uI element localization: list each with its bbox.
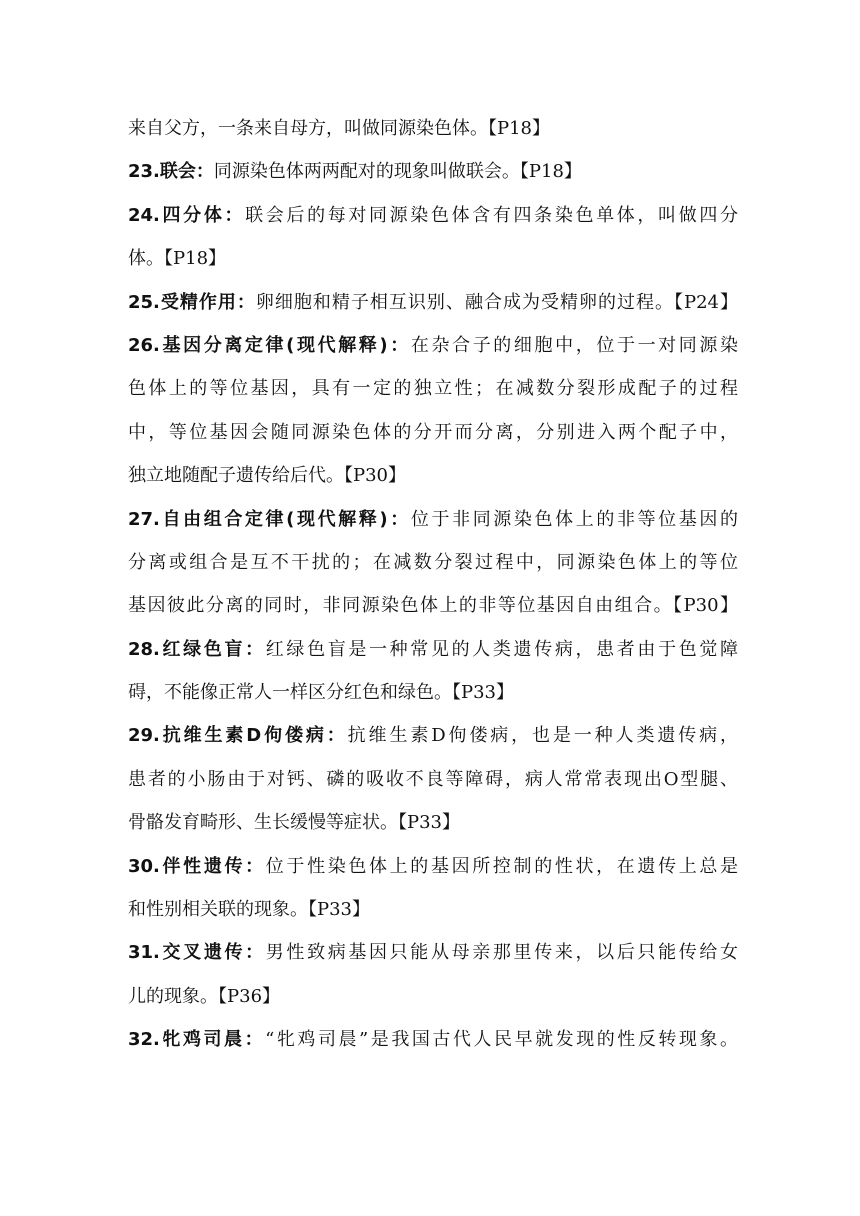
document-line xyxy=(128,194,738,237)
document-line xyxy=(128,1018,738,1061)
definition-text: 中，等位基因会随同源染色体的分开而分离，分别进入两个配子中， xyxy=(128,421,738,443)
definition-text: 同源染色体两两配对的现象叫做联会。【P18】 xyxy=(213,161,582,183)
term-heading: 29.抗维生素D佝偻病： xyxy=(128,725,348,747)
document-line xyxy=(128,714,738,757)
document-line xyxy=(128,498,738,541)
definition-text: 位于非同源染色体上的非等位基因的 xyxy=(410,508,739,530)
definition-text: 红绿色盲是一种常见的人类遗传病，患者由于色觉障 xyxy=(265,638,739,660)
term-heading: 30.伴性遗传： xyxy=(128,855,266,877)
definition-text: 卵细胞和精子相互识别、融合成为受精卵的过程。【P24】 xyxy=(255,291,738,313)
document-line xyxy=(128,628,738,671)
definition-text: 抗维生素D佝偻病，也是一种人类遗传病， xyxy=(347,725,739,747)
document-line xyxy=(128,237,738,280)
definition-text: 男性致病基因只能从母亲那里传来，以后只能传给女 xyxy=(265,942,739,964)
definition-text: 独立地随配子遗传给后代。【P30】 xyxy=(128,465,407,487)
definition-text: 联会后的每对同源染色体含有四条染色单体，叫做四分 xyxy=(245,204,738,226)
term-heading: 32.牝鸡司晨： xyxy=(128,1029,266,1051)
document-line xyxy=(128,324,738,367)
definition-text: 基因彼此分离的同时，非同源染色体上的非等位基因自由组合。【P30】 xyxy=(128,595,738,617)
term-heading: 27.自由组合定律(现代解释)： xyxy=(128,508,411,530)
document-line xyxy=(128,150,738,193)
document-line xyxy=(128,758,738,801)
definition-text: 儿的现象。【P36】 xyxy=(128,985,281,1007)
document-line xyxy=(128,367,738,410)
definition-text: 位于性染色体上的基因所控制的性状，在遗传上总是 xyxy=(265,855,739,877)
document-line xyxy=(128,888,738,931)
term-heading: 25.受精作用： xyxy=(128,291,256,313)
term-heading: 26.基因分离定律(现代解释)： xyxy=(128,334,411,356)
definition-text: 在杂合子的细胞中，位于一对同源染 xyxy=(410,334,739,356)
definition-text: 体。【P18】 xyxy=(128,248,227,270)
definition-text: 患者的小肠由于对钙、磷的吸收不良等障碍，病人常常表现出O型腿、 xyxy=(128,768,738,790)
term-heading: 24.四分体： xyxy=(128,204,246,226)
document-line xyxy=(128,671,738,714)
definition-text: 色体上的等位基因，具有一定的独立性；在减数分裂形成配子的过程 xyxy=(128,378,738,400)
document-line xyxy=(128,281,738,324)
definition-text: “牝鸡司晨”是我国古代人民早就发现的性反转现象。 xyxy=(265,1029,738,1051)
definition-text: 碍，不能像正常人一样区分红色和绿色。【P33】 xyxy=(128,682,515,704)
definition-text: 分离或组合是互不干扰的；在减数分裂过程中，同源染色体上的等位 xyxy=(128,551,738,573)
document-line xyxy=(128,584,738,627)
document-line xyxy=(128,931,738,974)
document-line xyxy=(128,541,738,584)
document-line xyxy=(128,845,738,888)
definition-text: 来自父方，一条来自母方，叫做同源染色体。【P18】 xyxy=(128,118,551,139)
term-heading: 31.交叉遗传： xyxy=(128,942,266,964)
definition-text: 和性别相关联的现象。【P33】 xyxy=(128,899,371,921)
document-line xyxy=(128,801,738,844)
document-line xyxy=(128,975,738,1018)
document-body xyxy=(128,107,738,1062)
term-heading: 28.红绿色盲： xyxy=(128,638,266,660)
term-heading: 23.联会： xyxy=(128,161,214,183)
definition-text: 骨骼发育畸形、生长缓慢等症状。【P33】 xyxy=(128,812,461,834)
document-line xyxy=(128,411,738,454)
document-line xyxy=(128,107,738,150)
document-line xyxy=(128,454,738,497)
